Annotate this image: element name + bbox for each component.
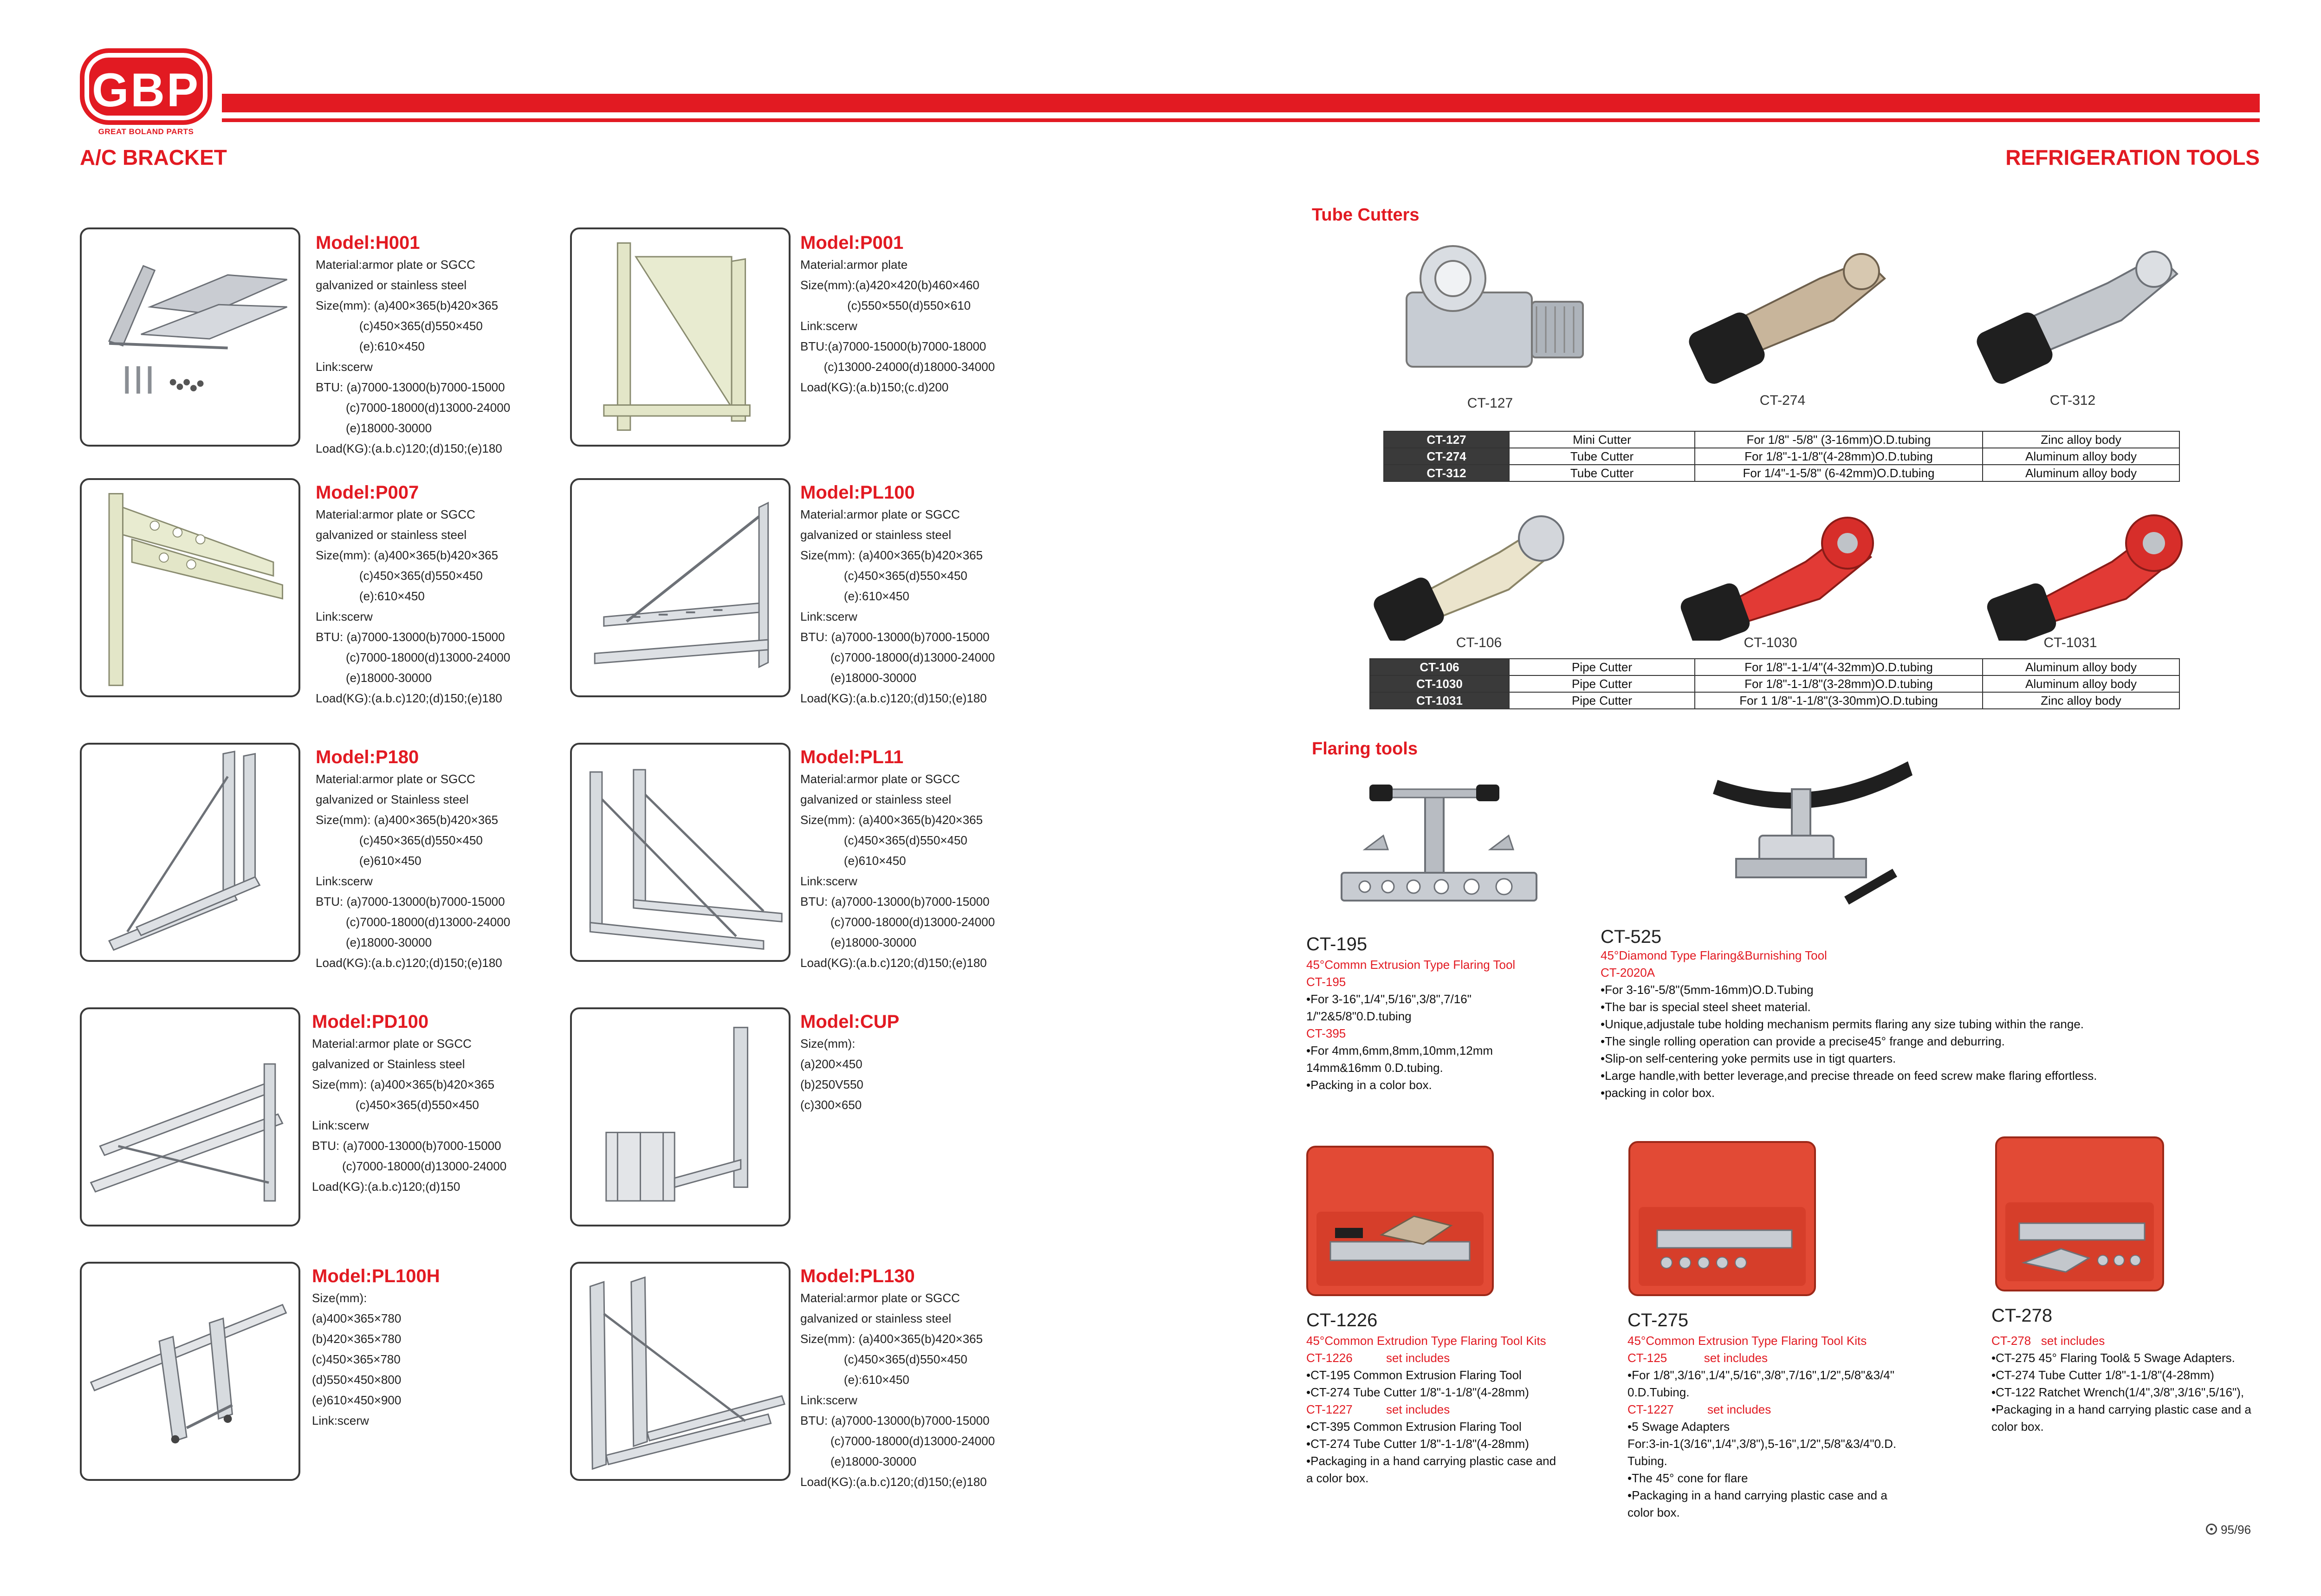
tool-label-ct-312: CT-312	[2049, 393, 2096, 408]
flaring-tool-195-illustration	[1323, 771, 1546, 919]
table-cell: CT-1031	[1370, 692, 1509, 709]
desc-line: 14mm&16mm 0.D.tubing.	[1306, 1061, 1443, 1075]
model-title: Model:PL130	[800, 1266, 915, 1286]
logo-text: GBP	[91, 64, 201, 117]
bracket-h001-illustration	[82, 229, 298, 445]
bracket-specs-pd100	[312, 1010, 506, 1197]
mini-cutter-illustration	[1397, 227, 1601, 395]
bracket-p007-illustration	[82, 480, 298, 695]
kit-case-1226-illustration	[1303, 1142, 1498, 1300]
spec-line: Load(KG):(a.b.c)120;(d)150;(e)180	[316, 691, 502, 705]
spec-line: (e)18000-30000	[316, 421, 432, 435]
spec-line: Size(mm):(a)420×420(b)460×460	[800, 278, 979, 292]
table-cell: For 1/8"-1-1/8"(4-28mm)O.D.tubing	[1695, 448, 1983, 465]
desc-line: •CT-274 Tube Cutter 1/8"-1-1/8"(4-28mm)	[1306, 1437, 1529, 1451]
bracket-p180-illustration	[82, 745, 298, 960]
table-cell: Zinc alloy body	[1983, 692, 2179, 709]
model-title: Model:PL11	[800, 747, 904, 767]
spec-line: Link:scerw	[800, 610, 857, 623]
spec-line: (e):610×450	[316, 339, 425, 353]
spec-line: (c)550×550(d)550×610	[800, 298, 971, 312]
spec-line: BTU: (a)7000-13000(b)7000-15000	[800, 895, 990, 908]
spec-line: (c)450×365(d)550×450	[312, 1098, 479, 1112]
bracket-image-pl130	[570, 1262, 791, 1481]
spec-line: (e)18000-30000	[316, 671, 432, 685]
table-cell: For 1/4"-1-5/8" (6-42mm)O.D.tubing	[1695, 465, 1983, 481]
desc-line: •5 Swage Adapters	[1627, 1420, 1730, 1434]
model-title: Model:PL100H	[312, 1266, 440, 1286]
spec-line: (c)7000-18000(d)13000-24000	[316, 915, 511, 929]
spec-line: (a)200×450	[800, 1057, 862, 1071]
tool-code-ct-278: CT-278	[1991, 1305, 2053, 1326]
spec-line: (c)300×650	[800, 1098, 862, 1112]
spec-line: galvanized or stainless steel	[316, 528, 467, 542]
bracket-image-p180	[80, 743, 300, 962]
spec-line: (e)610×450×900	[312, 1393, 402, 1407]
spec-line: (c)450×365(d)550×450	[316, 319, 483, 333]
desc-line: a color box.	[1306, 1471, 1369, 1485]
bracket-image-pd100	[80, 1007, 300, 1226]
model-title: Model:P001	[800, 233, 904, 253]
spec-line: BTU: (a)7000-13000(b)7000-15000	[316, 895, 505, 908]
table-cell: CT-106	[1370, 659, 1509, 675]
spec-line: Material:armor plate or SGCC	[800, 772, 960, 786]
spec-line: Size(mm): (a)400×365(b)420×365	[800, 548, 983, 562]
spec-line: Material:armor plate or SGCC	[316, 507, 475, 521]
desc-line: •CT-275 45° Flaring Tool& 5 Swage Adapters.	[1991, 1351, 2235, 1365]
tube-cutter-312-illustration	[1968, 227, 2191, 385]
model-title: Model:P007	[316, 482, 419, 503]
table-row	[1384, 448, 2179, 465]
spec-line: Load(KG):(a.b.c)120;(d)150;(e)180	[316, 441, 502, 455]
desc-line: For:3-in-1(3/16",1/4",3/8"),5-16",1/2",5/8"&3/4"0.D.	[1627, 1437, 1897, 1451]
table-cell: Mini Cutter	[1509, 431, 1695, 448]
spec-line: Load(KG):(a.b.c)120;(d)150	[312, 1180, 460, 1194]
spec-line: (c)450×365(d)550×450	[800, 833, 967, 847]
table-cell: For 1 1/8"-1-1/8"(3-30mm)O.D.tubing	[1695, 692, 1983, 709]
spec-line: Link:scerw	[800, 1393, 857, 1407]
table-cell: Zinc alloy body	[1983, 431, 2179, 448]
flaring-tools-heading: Flaring tools	[1312, 739, 1418, 759]
bracket-specs-p001	[800, 231, 995, 397]
table-cell: For 1/8"-1-1/8"(3-28mm)O.D.tubing	[1695, 675, 1983, 692]
desc-line: •Packaging in a hand carrying plastic case and a	[1627, 1488, 1887, 1502]
desc-line: •The bar is special steel sheet material.	[1601, 1000, 1811, 1014]
bracket-specs-pl11	[800, 746, 995, 973]
bracket-specs-p007	[316, 481, 510, 708]
spec-line: Load(KG):(a.b)150;(c.d)200	[800, 380, 949, 394]
spec-line: Link:scerw	[312, 1118, 369, 1132]
desc-line: Tubing.	[1627, 1454, 1667, 1468]
spec-line: galvanized or stainless steel	[800, 792, 952, 806]
spec-line: Load(KG):(a.b.c)120;(d)150;(e)180	[800, 1475, 987, 1489]
gbp-logo	[80, 48, 212, 136]
table-cell: Pipe Cutter	[1509, 675, 1695, 692]
spec-line: Material:armor plate or SGCC	[312, 1037, 472, 1051]
spec-line: (e)610×450	[316, 854, 421, 868]
desc-line: 45°Common Extrudion Type Flaring Tool Kits	[1306, 1334, 1546, 1348]
bracket-image-pl100h	[80, 1262, 300, 1481]
tube-cutter-274-illustration	[1680, 227, 1903, 385]
spec-line: Load(KG):(a.b.c)120;(d)150;(e)180	[316, 956, 502, 970]
desc-line: 1/"2&5/8"0.D.tubing	[1306, 1009, 1412, 1023]
logo-badge	[80, 48, 212, 125]
desc-line: •For 3-16",1/4",5/16",3/8",7/16"	[1306, 992, 1472, 1006]
ct-1226-kit-image	[1303, 1142, 1498, 1300]
spec-line: BTU: (a)7000-13000(b)7000-15000	[800, 630, 990, 644]
bracket-image-pl100	[570, 478, 791, 697]
bracket-specs-pl130	[800, 1265, 995, 1492]
desc-line: •CT-395 Common Extrusion Flaring Tool	[1306, 1420, 1522, 1434]
header-red-bar	[222, 94, 2260, 112]
ct-106-image	[1369, 501, 1592, 641]
table-cell: Tube Cutter	[1509, 465, 1695, 481]
spec-line: Size(mm): (a)400×365(b)420×365	[800, 1332, 983, 1346]
pipe-cutter-spec-table	[1369, 658, 2180, 709]
bracket-specs-h001	[316, 231, 510, 459]
bracket-pd100-illustration	[82, 1009, 298, 1225]
spec-line: Material:armor plate or SGCC	[316, 258, 475, 272]
tool-label-ct-1031: CT-1031	[2043, 635, 2097, 650]
ct-312-image	[1968, 227, 2191, 385]
spec-line: BTU:(a)7000-15000(b)7000-18000	[800, 339, 986, 353]
tool-label-ct-106: CT-106	[1456, 635, 1502, 650]
tool-label-ct-274: CT-274	[1759, 393, 1806, 408]
pipe-cutter-1030-illustration	[1666, 501, 1899, 641]
table-cell: Aluminum alloy body	[1983, 465, 2179, 481]
tool-label-ct-1030: CT-1030	[1744, 635, 1797, 650]
spec-line: (e)610×450	[800, 854, 906, 868]
spec-line: (a)400×365×780	[312, 1311, 402, 1325]
tool-code-ct-525: CT-525	[1601, 927, 1662, 947]
spec-line: galvanized or Stainless steel	[312, 1057, 465, 1071]
desc-line: CT-1226 set includes	[1306, 1351, 1450, 1365]
kit-case-275-illustration	[1625, 1137, 1820, 1300]
ct-1226-description	[1306, 1332, 1556, 1487]
bracket-pl130-illustration	[572, 1264, 789, 1479]
spec-line: Size(mm):	[312, 1291, 367, 1305]
desc-line: CT-395	[1306, 1026, 1346, 1040]
spec-line: (e)18000-30000	[316, 935, 432, 949]
desc-line: •CT-195 Common Extrusion Flaring Tool	[1306, 1368, 1522, 1382]
table-cell: Aluminum alloy body	[1983, 659, 2179, 675]
spec-line: BTU: (a)7000-13000(b)7000-15000	[800, 1414, 990, 1427]
table-cell: For 1/8" -5/8" (3-16mm)O.D.tubing	[1695, 431, 1983, 448]
bracket-image-cup	[570, 1007, 791, 1226]
desc-line: •CT-122 Ratchet Wrench(1/4",3/8",3/16",5/16"),	[1991, 1385, 2244, 1399]
table-row	[1370, 692, 2179, 709]
spec-line: BTU: (a)7000-13000(b)7000-15000	[316, 380, 505, 394]
spec-line: (c)7000-18000(d)13000-24000	[800, 650, 995, 664]
table-cell: Aluminum alloy body	[1983, 675, 2179, 692]
desc-line: 45°Diamond Type Flaring&Burnishing Tool	[1601, 948, 1827, 962]
desc-line: color box.	[1627, 1505, 1680, 1519]
bracket-specs-pl100	[800, 481, 995, 708]
bracket-specs-cup	[800, 1010, 899, 1115]
ct-525-image	[1690, 752, 1931, 919]
spec-line: (c)450×365(d)550×450	[316, 833, 483, 847]
spec-line: Size(mm):	[800, 1037, 856, 1051]
spec-line: (e):610×450	[800, 589, 909, 603]
spec-line: galvanized or stainless steel	[800, 1311, 952, 1325]
spec-line: (e)18000-30000	[800, 935, 917, 949]
bracket-image-p007	[80, 478, 300, 697]
ct-1031-image	[1973, 501, 2205, 641]
spec-line: Link:scerw	[316, 874, 373, 888]
header-thin-bar	[222, 118, 2260, 122]
flaring-tool-525-illustration	[1690, 752, 1931, 919]
tube-cutters-heading: Tube Cutters	[1312, 205, 1420, 225]
ct-278-description	[1991, 1332, 2251, 1435]
bracket-image-h001	[80, 227, 300, 447]
spec-line: (c)450×365(d)550×450	[800, 1352, 967, 1366]
spec-line: BTU: (a)7000-13000(b)7000-15000	[316, 630, 505, 644]
spec-line: (c)7000-18000(d)13000-24000	[800, 915, 995, 929]
spec-line: (c)450×365(d)550×450	[316, 569, 483, 583]
desc-line: CT-125 set includes	[1627, 1351, 1768, 1365]
spec-line: (c)7000-18000(d)13000-24000	[800, 1434, 995, 1448]
desc-line: •Unique,adjustale tube holding mechanism permits flaring any size tubing within the range.	[1601, 1017, 2084, 1031]
desc-line: CT-1227 set includes	[1306, 1402, 1450, 1416]
bracket-pl100h-illustration	[82, 1264, 298, 1479]
bracket-image-p001	[570, 227, 791, 447]
spec-line: Size(mm): (a)400×365(b)420×365	[312, 1077, 495, 1091]
model-title: Model:PD100	[312, 1012, 429, 1032]
spec-line: (e):610×450	[800, 1373, 909, 1387]
spec-line: (c)7000-18000(d)13000-24000	[312, 1159, 507, 1173]
spec-line: Link:scerw	[800, 874, 857, 888]
bracket-specs-pl100h	[312, 1265, 440, 1431]
ct-525-description	[1601, 947, 2097, 1102]
tube-cutter-spec-table	[1383, 431, 2180, 482]
spec-line: (d)550×450×800	[312, 1373, 402, 1387]
desc-line: CT-278 set includes	[1991, 1334, 2105, 1348]
pipe-cutter-1031-illustration	[1973, 501, 2205, 641]
spec-line: (b)250V550	[800, 1077, 863, 1091]
table-cell: Pipe Cutter	[1509, 659, 1695, 675]
desc-line: •packing in color box.	[1601, 1086, 1715, 1100]
spec-line: BTU: (a)7000-13000(b)7000-15000	[312, 1139, 501, 1153]
table-cell: CT-127	[1384, 431, 1509, 448]
desc-line: CT-195	[1306, 975, 1346, 989]
spec-line: Material:armor plate	[800, 258, 908, 272]
spec-line: (e):610×450	[316, 589, 425, 603]
table-cell: Aluminum alloy body	[1983, 448, 2179, 465]
spec-line: Material:armor plate or SGCC	[800, 507, 960, 521]
section-title-refrigeration-tools: REFRIGERATION TOOLS	[2005, 145, 2260, 169]
tool-code-ct-195: CT-195	[1306, 934, 1368, 954]
bracket-p001-illustration	[572, 229, 789, 445]
tool-code-ct-1226: CT-1226	[1306, 1310, 1378, 1330]
ct-127-image	[1397, 227, 1601, 395]
spec-line: (e)18000-30000	[800, 671, 917, 685]
desc-line: CT-2020A	[1601, 966, 1655, 980]
ct-274-image	[1680, 227, 1903, 385]
desc-line: 45°Common Extrusion Type Flaring Tool Kits	[1627, 1334, 1867, 1348]
desc-line: •Large handle,with better leverage,and precise threade on feed screw make flaring effortless.	[1601, 1069, 2097, 1083]
desc-line: •Slip-on self-centering yoke permits use in tigt quarters.	[1601, 1051, 1896, 1065]
desc-line: •For 4mm,6mm,8mm,10mm,12mm	[1306, 1044, 1493, 1058]
bracket-cup-illustration	[572, 1009, 789, 1225]
spec-line: (c)13000-24000(d)18000-34000	[800, 360, 995, 374]
spec-line: Size(mm): (a)400×365(b)420×365	[316, 813, 499, 827]
desc-line: •For 1/8",3/16",1/4",5/16",3/8",7/16",1/2",5/8"&3/4"	[1627, 1368, 1894, 1382]
tool-code-ct-275: CT-275	[1627, 1310, 1689, 1330]
spec-line: Material:armor plate or SGCC	[800, 1291, 960, 1305]
desc-line: •Packing in a color box.	[1306, 1078, 1432, 1092]
table-cell: CT-1030	[1370, 675, 1509, 692]
table-row	[1370, 675, 2179, 692]
model-title: Model:H001	[316, 233, 420, 253]
desc-line: •For 3-16"-5/8"(5mm-16mm)O.D.Tubing	[1601, 983, 1814, 997]
desc-line: •CT-274 Tube Cutter 1/8"-1-1/8"(4-28mm)	[1991, 1368, 2214, 1382]
ct-1030-image	[1666, 501, 1899, 641]
bracket-pl11-illustration	[572, 745, 789, 960]
spec-line: Size(mm): (a)400×365(b)420×365	[316, 298, 499, 312]
spec-line: galvanized or stainless steel	[800, 528, 952, 542]
spec-line: (c)7000-18000(d)13000-24000	[316, 401, 511, 415]
table-cell: CT-274	[1384, 448, 1509, 465]
ct-275-kit-image	[1625, 1137, 1820, 1300]
table-row	[1384, 465, 2179, 481]
bracket-specs-p180	[316, 746, 510, 973]
model-title: Model:PL100	[800, 482, 915, 503]
spec-line: Link:scerw	[316, 360, 373, 374]
ct-278-kit-image	[1991, 1133, 2168, 1295]
table-cell: Tube Cutter	[1509, 448, 1695, 465]
table-row	[1370, 659, 2179, 675]
ct-195-description	[1306, 956, 1515, 1094]
desc-line: 0.D.Tubing.	[1627, 1385, 1690, 1399]
spec-line: (c)450×365(d)550×450	[800, 569, 967, 583]
spec-line: (c)7000-18000(d)13000-24000	[316, 650, 511, 664]
spec-line: (c)450×365×780	[312, 1352, 401, 1366]
spec-line: Load(KG):(a.b.c)120;(d)150;(e)180	[800, 691, 987, 705]
pipe-cutter-106-illustration	[1369, 501, 1592, 641]
table-row	[1384, 431, 2179, 448]
table-cell: Pipe Cutter	[1509, 692, 1695, 709]
spec-line: Material:armor plate or SGCC	[316, 772, 475, 786]
spec-line: galvanized or Stainless steel	[316, 792, 469, 806]
desc-line: •CT-274 Tube Cutter 1/8"-1-1/8"(4-28mm)	[1306, 1385, 1529, 1399]
desc-line: •Packaging in a hand carrying plastic case and	[1306, 1454, 1556, 1468]
spec-line: Link:scerw	[316, 610, 373, 623]
page-nav-icon	[2206, 1524, 2217, 1535]
table-cell: CT-312	[1384, 465, 1509, 481]
spec-line: (b)420×365×780	[312, 1332, 402, 1346]
logo-subtitle: GREAT BOLAND PARTS	[98, 127, 194, 136]
model-title: Model:CUP	[800, 1012, 900, 1032]
section-title-ac-bracket: A/C BRACKET	[80, 145, 227, 169]
spec-line: Link:scerw	[800, 319, 857, 333]
desc-line: •Packaging in a hand carrying plastic case and a	[1991, 1402, 2251, 1416]
desc-line: CT-1227 set includes	[1627, 1402, 1771, 1416]
desc-line: 45°Commn Extrusion Type Flaring Tool	[1306, 958, 1516, 972]
spec-line: Size(mm): (a)400×365(b)420×365	[800, 813, 983, 827]
table-cell: For 1/8"-1-1/4"(4-32mm)O.D.tubing	[1695, 659, 1983, 675]
page-number: 95/96	[2221, 1523, 2251, 1537]
spec-line: Load(KG):(a.b.c)120;(d)150;(e)180	[800, 956, 987, 970]
kit-case-278-illustration	[1991, 1133, 2168, 1295]
bracket-pl100-illustration	[572, 480, 789, 695]
tool-label-ct-127: CT-127	[1467, 396, 1513, 411]
desc-line: •The 45° cone for flare	[1627, 1471, 1748, 1485]
desc-line: color box.	[1991, 1420, 2044, 1434]
bracket-image-pl11	[570, 743, 791, 962]
model-title: Model:P180	[316, 747, 419, 767]
ct-275-description	[1627, 1332, 1896, 1521]
desc-line: •The single rolling operation can provide a precise45° frange and deburring.	[1601, 1034, 2005, 1048]
ct-195-image	[1323, 771, 1546, 919]
spec-line: Size(mm): (a)400×365(b)420×365	[316, 548, 499, 562]
spec-line: Link:scerw	[312, 1414, 369, 1427]
spec-line: galvanized or stainless steel	[316, 278, 467, 292]
spec-line: (e)18000-30000	[800, 1454, 917, 1468]
